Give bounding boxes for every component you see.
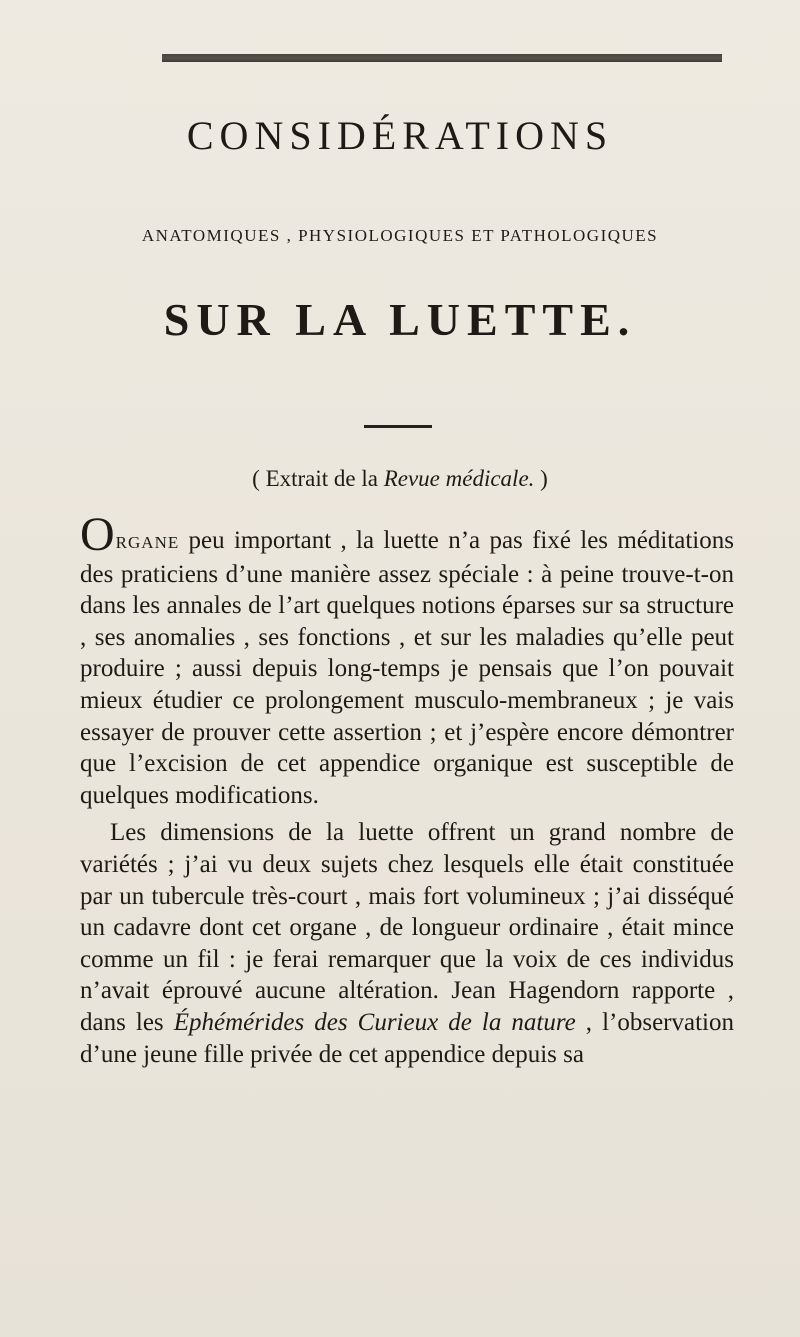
- paragraph-2-text-before: Les dimensions de la luette offrent un grand nombre de variétés ; j’ai vu deux sujets chez lesquels elle était constituée par un tubercule très-court , mais fort volumineux ; j’ai disséqué un cadavre dont cet organe , de longueur ordinaire , était mince comme un fil : je ferai remarquer que la voix de ces individus n’avait éprouvé aucune altération. Jean Hagendorn rapporte , dans les: [80, 819, 734, 1036]
- section-divider: [364, 425, 432, 428]
- drop-cap: O: [80, 508, 115, 561]
- paragraph-1: [80, 508, 734, 811]
- source-note: [80, 464, 720, 494]
- main-title: CONSIDÉRATIONS: [186, 113, 614, 158]
- source-note-close: ): [534, 466, 548, 491]
- source-note-open: ( Extrait de la: [252, 466, 384, 491]
- lead-word: RGANE: [115, 533, 180, 552]
- paragraph-1-text: peu important , la luette n’a pas fixé les méditations des praticiens d’une manière assez spéciale : à peine trouve-t-on dans les annales de l’art quelques notions éparses sur sa structure , ses anomalies , ses fonctions , et sur les maladies qu’elle peut produire ; aussi depuis long-temps je pensais que l’on pouvait mieux étudier ce prolongement musculo-membraneux ; je vais essayer de prouver cette assertion ; et j’espère encore démontrer que l’excision de cet appendice organique est susceptible de quelques modifications.: [80, 527, 734, 809]
- cited-work-title: Éphémérides des Curieux de la nature: [173, 1008, 576, 1036]
- journal-name: Revue médicale.: [383, 466, 535, 491]
- top-rule: [162, 54, 722, 62]
- subtitle: ANATOMIQUES , PHYSIOLOGIQUES ET PATHOLOGIQUES: [141, 226, 659, 245]
- paragraph-2: [80, 817, 734, 1070]
- paragraph-2-text-after: , l’observation d’une jeune fille privée de cet appendice depuis sa: [80, 1008, 734, 1068]
- body-text: [80, 508, 734, 1070]
- topic-title: SUR LA LUETTE.: [163, 294, 637, 345]
